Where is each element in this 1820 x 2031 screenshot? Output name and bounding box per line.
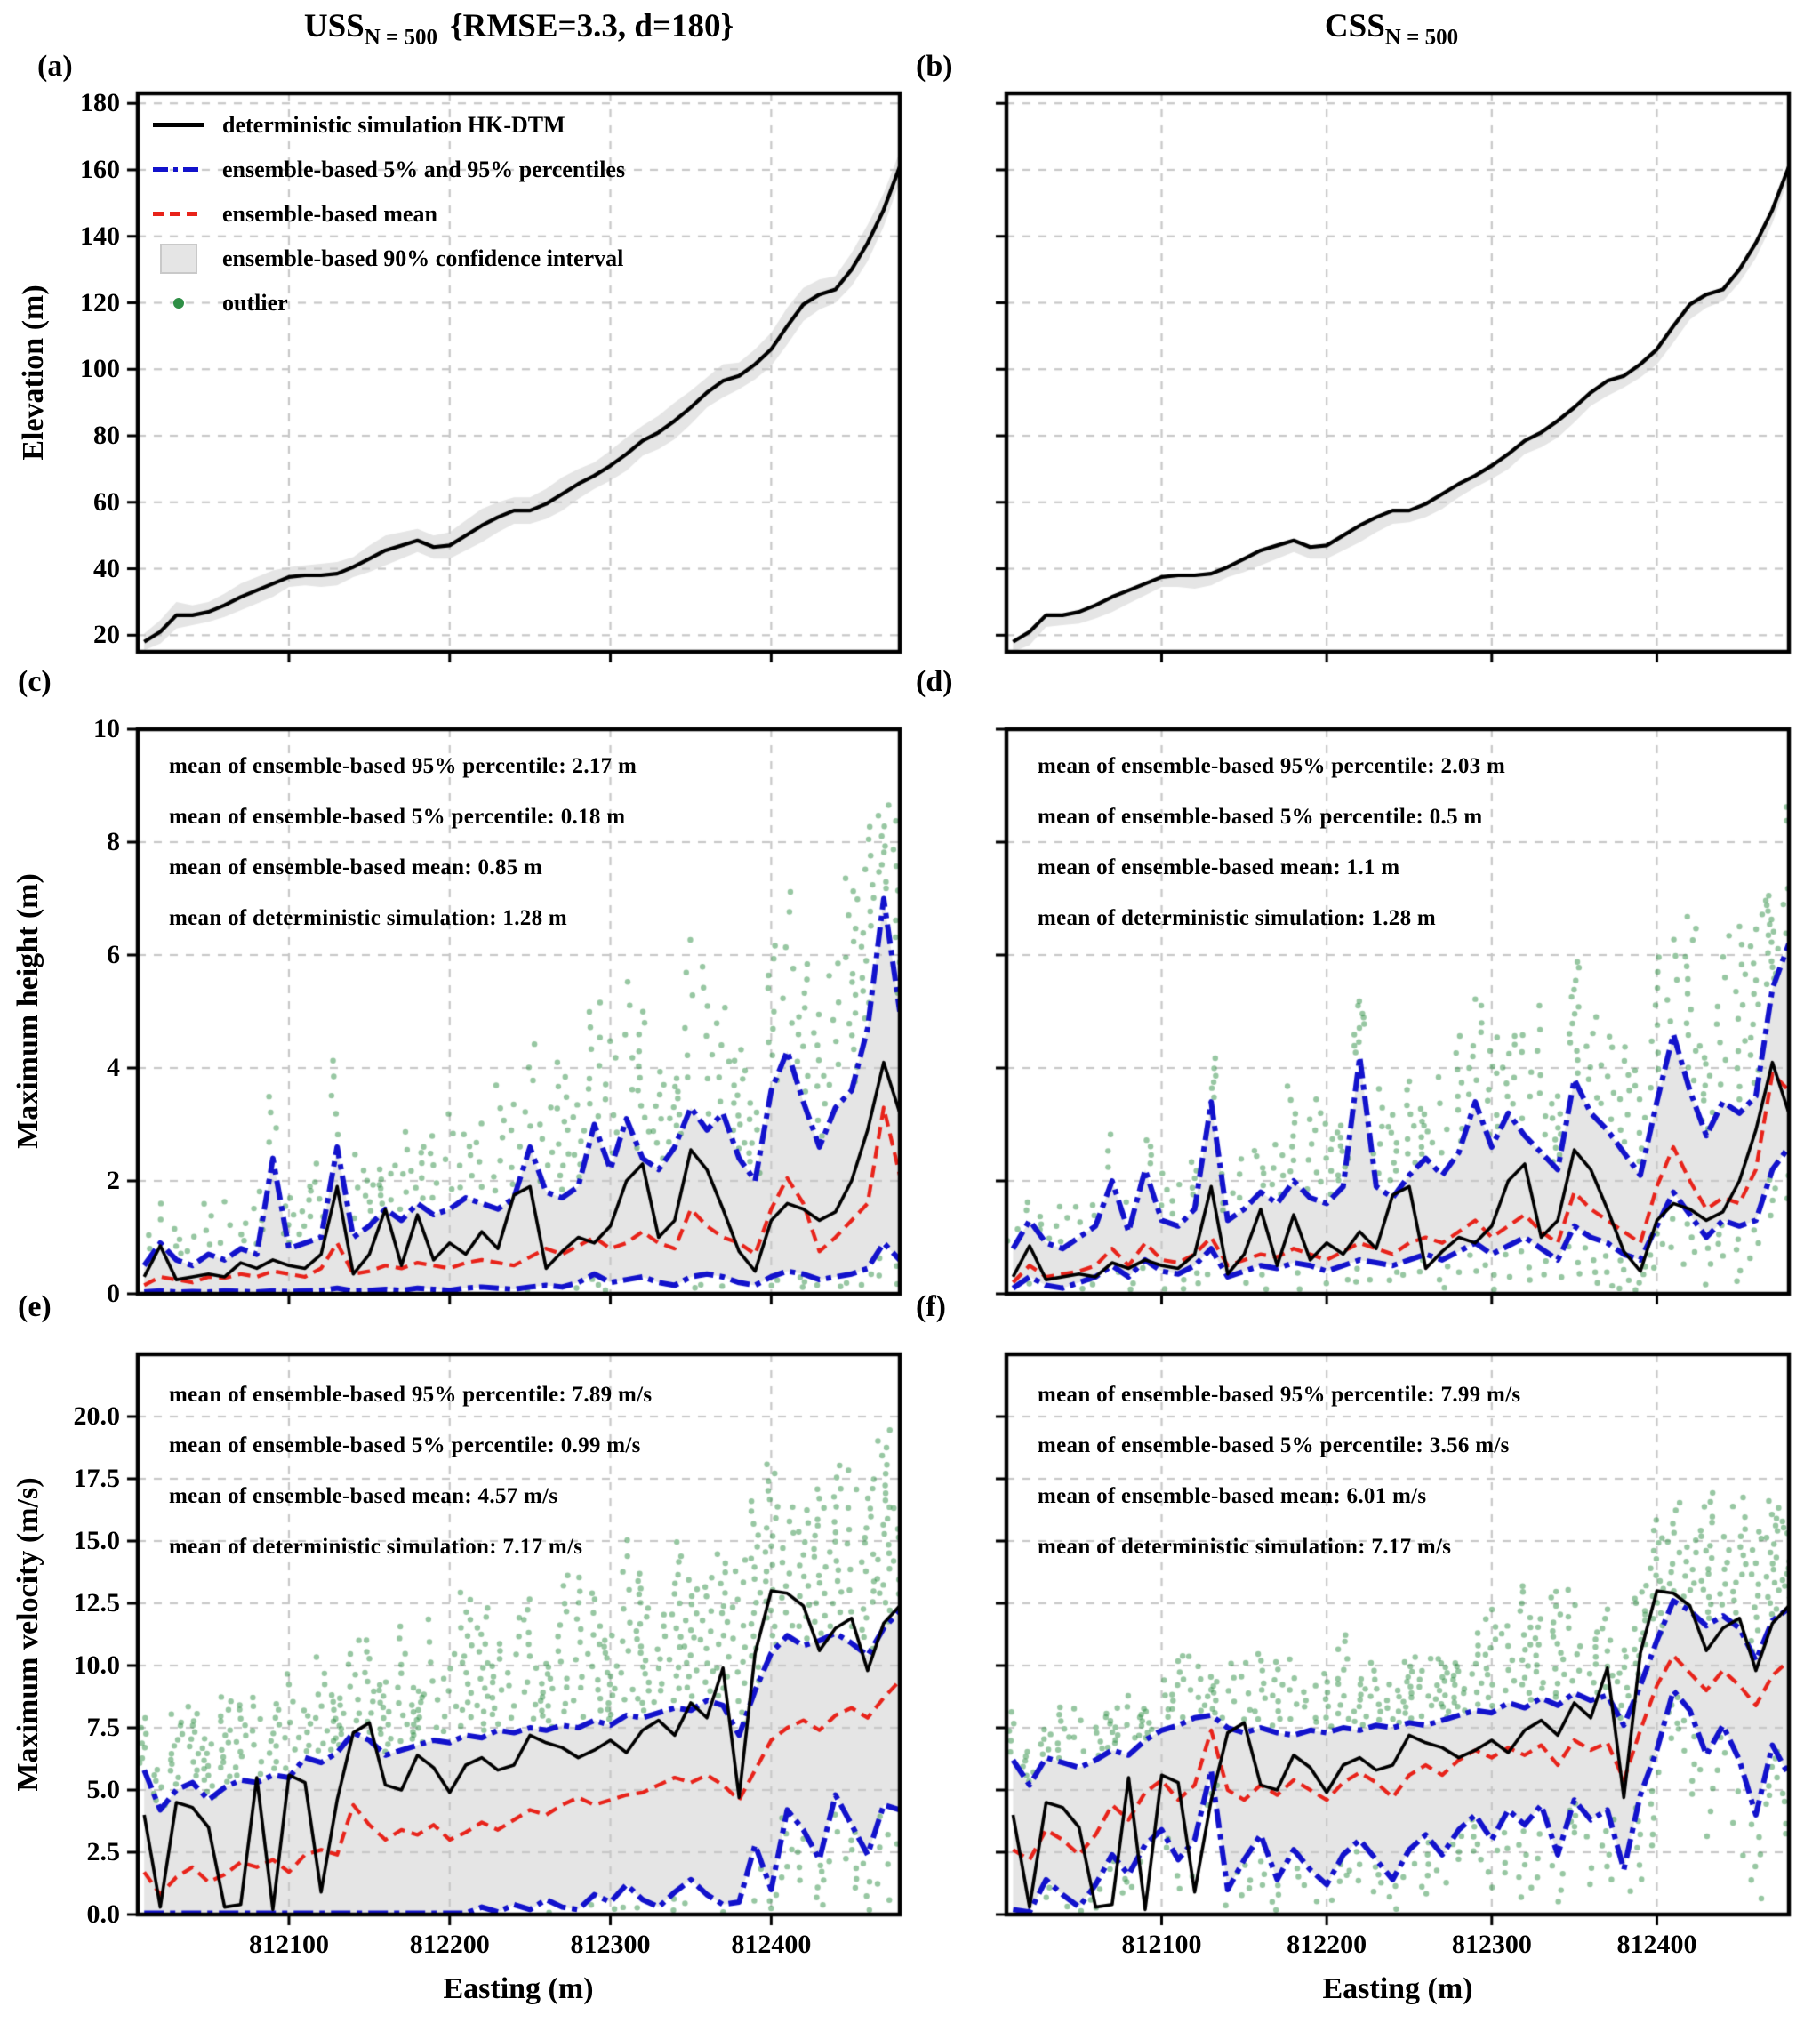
- legend-label: ensemble-based 5% and 95% percentiles: [222, 156, 626, 182]
- annotation-f-mean: mean of ensemble-based mean: 6.01 m/s: [1038, 1484, 1427, 1508]
- x-tick-label: 812300: [570, 1930, 651, 1959]
- annotation-f-p5: mean of ensemble-based 5% percentile: 3.56 m/s: [1038, 1433, 1510, 1457]
- y-tick-label: 0.0: [86, 1899, 120, 1929]
- y-tick-label: 15.0: [73, 1526, 120, 1555]
- legend-item-confidence-interval: [153, 242, 625, 275]
- annotation-d-p95: mean of ensemble-based 95% percentile: 2.03 m: [1038, 754, 1506, 778]
- y-tick-label: 20.0: [73, 1401, 120, 1431]
- y-tick-label: 60: [93, 486, 120, 517]
- x-tick-label: 812400: [731, 1930, 812, 1959]
- y-tick-label: 12.5: [73, 1588, 120, 1618]
- y-axis-label-max-height: Maximum height (m): [12, 873, 44, 1149]
- left-title-subscript: N = 500: [364, 25, 438, 50]
- right-title-subscript: N = 500: [1384, 25, 1459, 50]
- annotation-e-p95: mean of ensemble-based 95% percentile: 7.89 m/s: [169, 1383, 653, 1407]
- y-tick-label: 7.5: [86, 1713, 120, 1742]
- right-column-title: [1006, 7, 1789, 50]
- y-tick-label: 10.0: [73, 1650, 120, 1680]
- legend-label: ensemble-based mean: [222, 200, 437, 227]
- legend-label: outlier: [222, 289, 288, 316]
- panel-letter-f: (f): [916, 1290, 946, 1323]
- y-tick-label: 4: [107, 1053, 120, 1082]
- annotation-c-p5: mean of ensemble-based 5% percentile: 0.18 m: [169, 805, 626, 829]
- right-title-main: CSS: [1324, 8, 1385, 44]
- annotation-d-det: mean of deterministic simulation: 1.28 m: [1038, 906, 1437, 930]
- panel-letter-b: (b): [916, 50, 953, 83]
- annotation-f-p95: mean of ensemble-based 95% percentile: 7.99 m/s: [1038, 1383, 1521, 1407]
- legend-item-mean: [153, 197, 625, 230]
- y-tick-label: 2: [107, 1166, 120, 1195]
- annotation-c-p95: mean of ensemble-based 95% percentile: 2.17 m: [169, 754, 637, 778]
- annotation-e-det: mean of deterministic simulation: 7.17 m/s: [169, 1535, 583, 1559]
- x-axis-label-right: Easting (m): [1322, 1972, 1473, 2005]
- legend-item-deterministic: [153, 108, 625, 141]
- confidence-patch-icon: [153, 244, 204, 274]
- y-tick-label: 8: [107, 827, 120, 856]
- y-tick-label: 20: [93, 620, 120, 650]
- y-tick-label: 17.5: [73, 1464, 120, 1493]
- legend: [153, 108, 625, 319]
- x-tick-label: 812300: [1451, 1930, 1532, 1959]
- dashed-line-icon: [153, 212, 204, 216]
- panel-letter-e: (e): [18, 1290, 52, 1323]
- panel-b-chart: [982, 86, 1796, 677]
- panel-letter-a: (a): [37, 50, 73, 83]
- left-column-title: [138, 7, 900, 50]
- y-tick-label: 160: [80, 154, 120, 184]
- outlier-marker-icon: [153, 298, 204, 309]
- y-tick-label: 10: [93, 714, 120, 743]
- y-axis-label-elevation: Elevation (m): [17, 285, 50, 461]
- y-tick-label: 100: [80, 354, 120, 384]
- y-tick-label: 40: [93, 553, 120, 583]
- y-tick-label: 140: [80, 221, 120, 251]
- legend-label: deterministic simulation HK-DTM: [222, 111, 565, 138]
- x-tick-label: 812100: [1121, 1930, 1202, 1959]
- annotation-d-mean: mean of ensemble-based mean: 1.1 m: [1038, 855, 1400, 879]
- solid-line-icon: [153, 123, 204, 127]
- y-tick-label: 0: [107, 1279, 120, 1308]
- annotation-d-p5: mean of ensemble-based 5% percentile: 0.5 m: [1038, 805, 1483, 829]
- x-tick-label: 812100: [248, 1930, 329, 1959]
- legend-label: ensemble-based 90% confidence interval: [222, 245, 624, 271]
- x-tick-label: 812200: [1287, 1930, 1367, 1959]
- y-tick-label: 80: [93, 421, 120, 451]
- x-tick-label: 812400: [1616, 1930, 1697, 1959]
- x-tick-label: 812200: [409, 1930, 490, 1959]
- left-title-main: USS: [303, 8, 365, 44]
- y-tick-label: 6: [107, 940, 120, 969]
- annotation-c-det: mean of deterministic simulation: 1.28 m: [169, 906, 568, 930]
- dashdot-line-icon: [153, 167, 204, 172]
- panel-letter-d: (d): [916, 665, 953, 698]
- annotation-e-mean: mean of ensemble-based mean: 4.57 m/s: [169, 1484, 558, 1508]
- legend-item-outlier: [153, 286, 625, 319]
- y-axis-label-max-velocity: Maximum velocity (m/s): [12, 1477, 44, 1792]
- left-title-suffix: {RMSE=3.3, d=180}: [450, 8, 734, 44]
- annotation-f-det: mean of deterministic simulation: 7.17 m/s: [1038, 1535, 1452, 1559]
- annotation-c-mean: mean of ensemble-based mean: 0.85 m: [169, 855, 543, 879]
- y-tick-label: 5.0: [86, 1775, 120, 1804]
- panel-letter-c: (c): [18, 665, 52, 698]
- legend-item-percentiles: [153, 153, 625, 186]
- y-tick-label: 120: [80, 287, 120, 317]
- x-axis-label-left: Easting (m): [443, 1972, 594, 2005]
- y-tick-label: 2.5: [86, 1837, 120, 1866]
- y-tick-label: 180: [80, 88, 120, 118]
- annotation-e-p5: mean of ensemble-based 5% percentile: 0.99 m/s: [169, 1433, 641, 1457]
